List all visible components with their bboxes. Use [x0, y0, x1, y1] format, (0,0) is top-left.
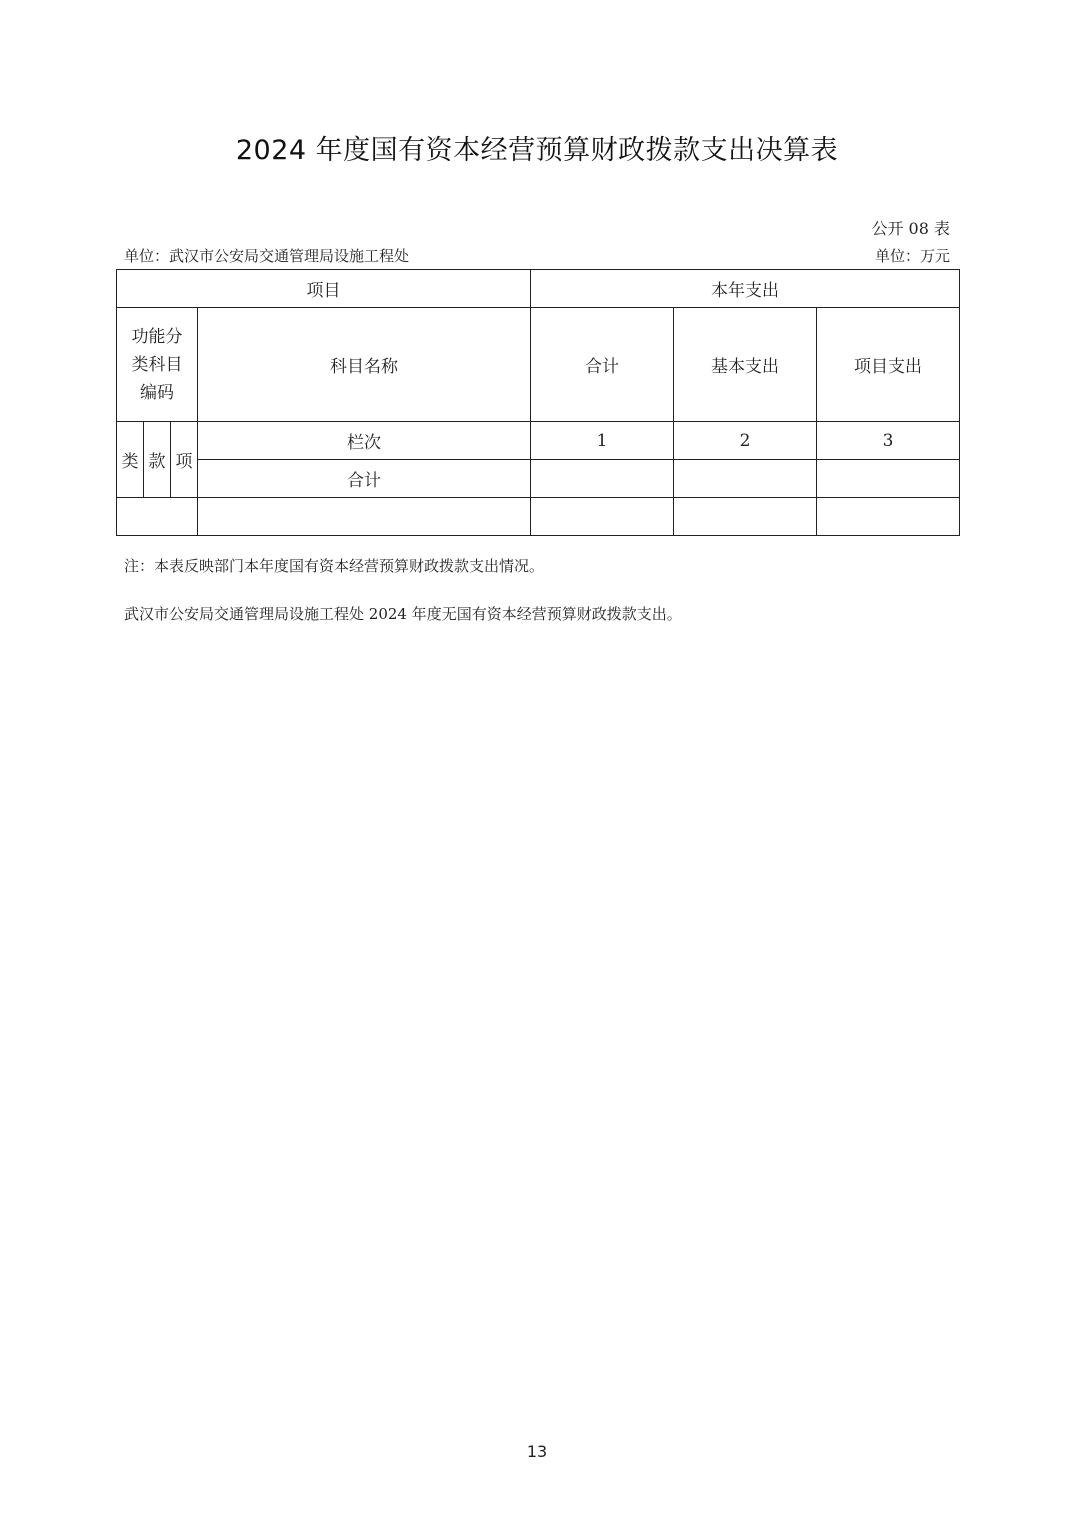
basic-expense-header: 基本支出	[674, 308, 817, 422]
code-class: 类	[117, 422, 144, 498]
unit-organization: 单位：武汉市公安局交通管理局设施工程处	[124, 247, 410, 265]
unit-currency: 单位：万元	[874, 247, 950, 265]
project-expense-header: 项目支出	[817, 308, 960, 422]
header-current-year-expense: 本年支出	[531, 270, 960, 308]
col-number-2: 2	[674, 422, 817, 460]
row-index-label: 栏次	[198, 422, 531, 460]
table-note: 注：本表反映部门本年度国有资本经营预算财政拨款支出情况。	[124, 557, 545, 575]
empty-code-cell	[117, 498, 198, 536]
page-title: 2024 年度国有资本经营预算财政拨款支出决算表	[235, 135, 839, 166]
index-row	[117, 422, 960, 460]
empty-row	[117, 498, 960, 536]
empty-subject-cell	[198, 498, 531, 536]
total-row	[117, 460, 960, 498]
header-item: 项目	[117, 270, 531, 308]
no-expense-statement: 武汉市公安局交通管理局设施工程处 2024 年度无国有资本经营预算财政拨款支出。	[124, 605, 682, 623]
code-header-line: 类科目	[131, 354, 183, 375]
total-header: 合计	[531, 308, 674, 422]
project-value-cell	[817, 460, 960, 498]
basic-value-cell	[674, 460, 817, 498]
code-item: 项	[171, 422, 198, 498]
col-number-3: 3	[817, 422, 960, 460]
empty-cell	[531, 498, 674, 536]
code-header-line: 编码	[140, 382, 174, 403]
header-row-1	[117, 270, 960, 308]
page-number: 13	[526, 1442, 548, 1461]
expenditure-table	[116, 269, 960, 536]
total-value-cell	[531, 460, 674, 498]
code-section: 款	[144, 422, 171, 498]
form-number: 公开 08 表	[871, 219, 950, 238]
col-number-1: 1	[531, 422, 674, 460]
empty-cell	[674, 498, 817, 536]
empty-cell	[817, 498, 960, 536]
function-code-header	[117, 308, 198, 422]
code-header-line: 功能分	[131, 326, 183, 347]
subject-name-header: 科目名称	[198, 308, 531, 422]
row-total-label: 合计	[198, 460, 531, 498]
header-row-2	[117, 308, 960, 422]
